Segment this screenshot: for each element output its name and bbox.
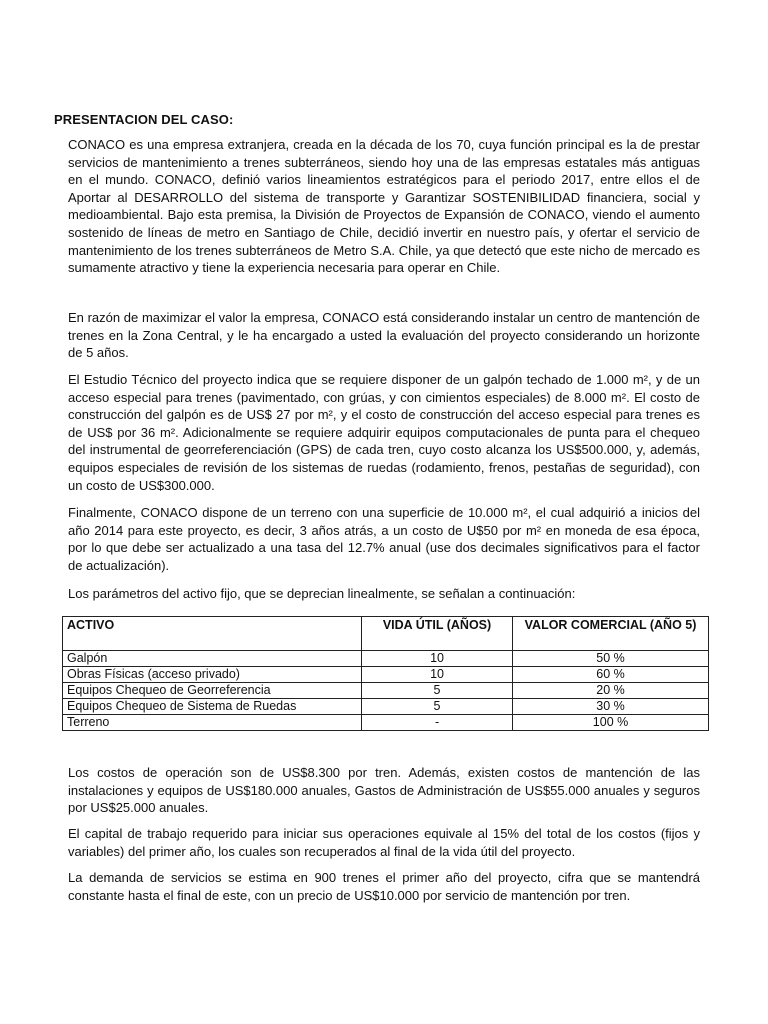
section-heading: PRESENTACION DEL CASO: xyxy=(54,112,234,127)
cell-value: 50 % xyxy=(513,651,709,667)
header-vida-util: VIDA ÚTIL (AÑOS) xyxy=(362,617,513,651)
cell-life: 5 xyxy=(362,699,513,715)
table-row xyxy=(63,715,709,731)
table-row xyxy=(63,683,709,699)
paragraph-company-intro: CONACO es una empresa extranjera, creada en la década de los 70, cuya función principal es la de prestar servicios de mantenimiento a trenes subterráneos, siendo hoy una de las empresas estatales más antiguas en el mundo. CONACO, definió varios lineamientos estratégicos para el periodo 2017, entre ellos el de Aportar al DESARROLLO del sistema de transporte y Garantizar SOSTENIBILIDAD financiera, social y medioambiental. Bajo esta premisa, la División de Proyectos de Expansión de CONACO, viendo el aumento sostenido de líneas de metro en Santiago de Chile, decidió invertir en nuestro país, y ofertar el servicio de mantenimiento de los trenes subterráneos de Metro S.A. Chile, ya que detectó que este nicho de mercado es sumamente atractivo y tiene la experiencia necesaria para operar en Chile. xyxy=(68,137,700,276)
cell-life: 10 xyxy=(362,667,513,683)
table-header-row xyxy=(63,617,709,651)
fixed-assets-table xyxy=(62,616,709,731)
paragraph-asset-intro: Los parámetros del activo fijo, que se deprecian linealmente, se señalan a continuación: xyxy=(68,586,576,601)
cell-asset: Equipos Chequeo de Georreferencia xyxy=(63,683,362,699)
cell-asset: Galpón xyxy=(63,651,362,667)
table-row xyxy=(63,667,709,683)
header-valor-comercial: VALOR COMERCIAL (AÑO 5) xyxy=(513,617,709,651)
header-activo: ACTIVO xyxy=(63,617,362,651)
paragraph-working-capital: El capital de trabajo requerido para iniciar sus operaciones equivale al 15% del total de los costos (fijos y variables) del primer año, los cuales son recuperados al final de la vida útil del proyecto. xyxy=(68,826,700,859)
table-row xyxy=(63,651,709,667)
cell-asset: Obras Físicas (acceso privado) xyxy=(63,667,362,683)
cell-value: 100 % xyxy=(513,715,709,731)
paragraph-land: Finalmente, CONACO dispone de un terreno con una superficie de 10.000 m², el cual adquirió a inicios del año 2014 para este proyecto, es decir, 3 años atrás, a un costo de U$50 por m² en moneda de esa época, por lo que debe ser actualizado a una tasa del 12.7% anual (use dos decimales significativos para el factor de actualización). xyxy=(68,505,700,573)
table-row xyxy=(63,699,709,715)
cell-asset: Equipos Chequeo de Sistema de Ruedas xyxy=(63,699,362,715)
cell-life: 10 xyxy=(362,651,513,667)
cell-asset: Terreno xyxy=(63,715,362,731)
paragraph-project-scope: En razón de maximizar el valor la empresa, CONACO está considerando instalar un centro de mantención de trenes en la Zona Central, y le ha encargado a usted la evaluación del proyecto considerando un horizonte de 5 años. xyxy=(68,310,700,361)
cell-life: - xyxy=(362,715,513,731)
cell-value: 60 % xyxy=(513,667,709,683)
cell-value: 30 % xyxy=(513,699,709,715)
cell-value: 20 % xyxy=(513,683,709,699)
cell-life: 5 xyxy=(362,683,513,699)
paragraph-demand: La demanda de servicios se estima en 900 trenes el primer año del proyecto, cifra que se mantendrá constante hasta el final de este, con un precio de US$10.000 por servicio de mantención por tren. xyxy=(68,870,700,903)
paragraph-technical-study: El Estudio Técnico del proyecto indica que se requiere disponer de un galpón techado de 1.000 m², y de un acceso especial para trenes (pavimentado, con grúas, y con cimientos especiales) de 8.000 m². El costo de construcción del galpón es de US$ 27 por m², y el costo de construcción del acceso especial para trenes es de US$ por 36 m². Adicionalmente se requiere adquirir equipos computacionales de punta para el chequeo del instrumental de georreferenciación (GPS) de cada tren, cuyo costo alcanza los US$500.000, y, además, equipos especiales de revisión de los sistemas de ruedas (rodamiento, frenos, pestañas de seguridad), con un costo de US$300.000. xyxy=(68,372,700,493)
paragraph-operating-costs: Los costos de operación son de US$8.300 por tren. Además, existen costos de mantención de las instalaciones y equipos de US$180.000 anuales, Gastos de Administración de US$55.000 anuales y seguros por US$25.000 anuales. xyxy=(68,765,700,816)
